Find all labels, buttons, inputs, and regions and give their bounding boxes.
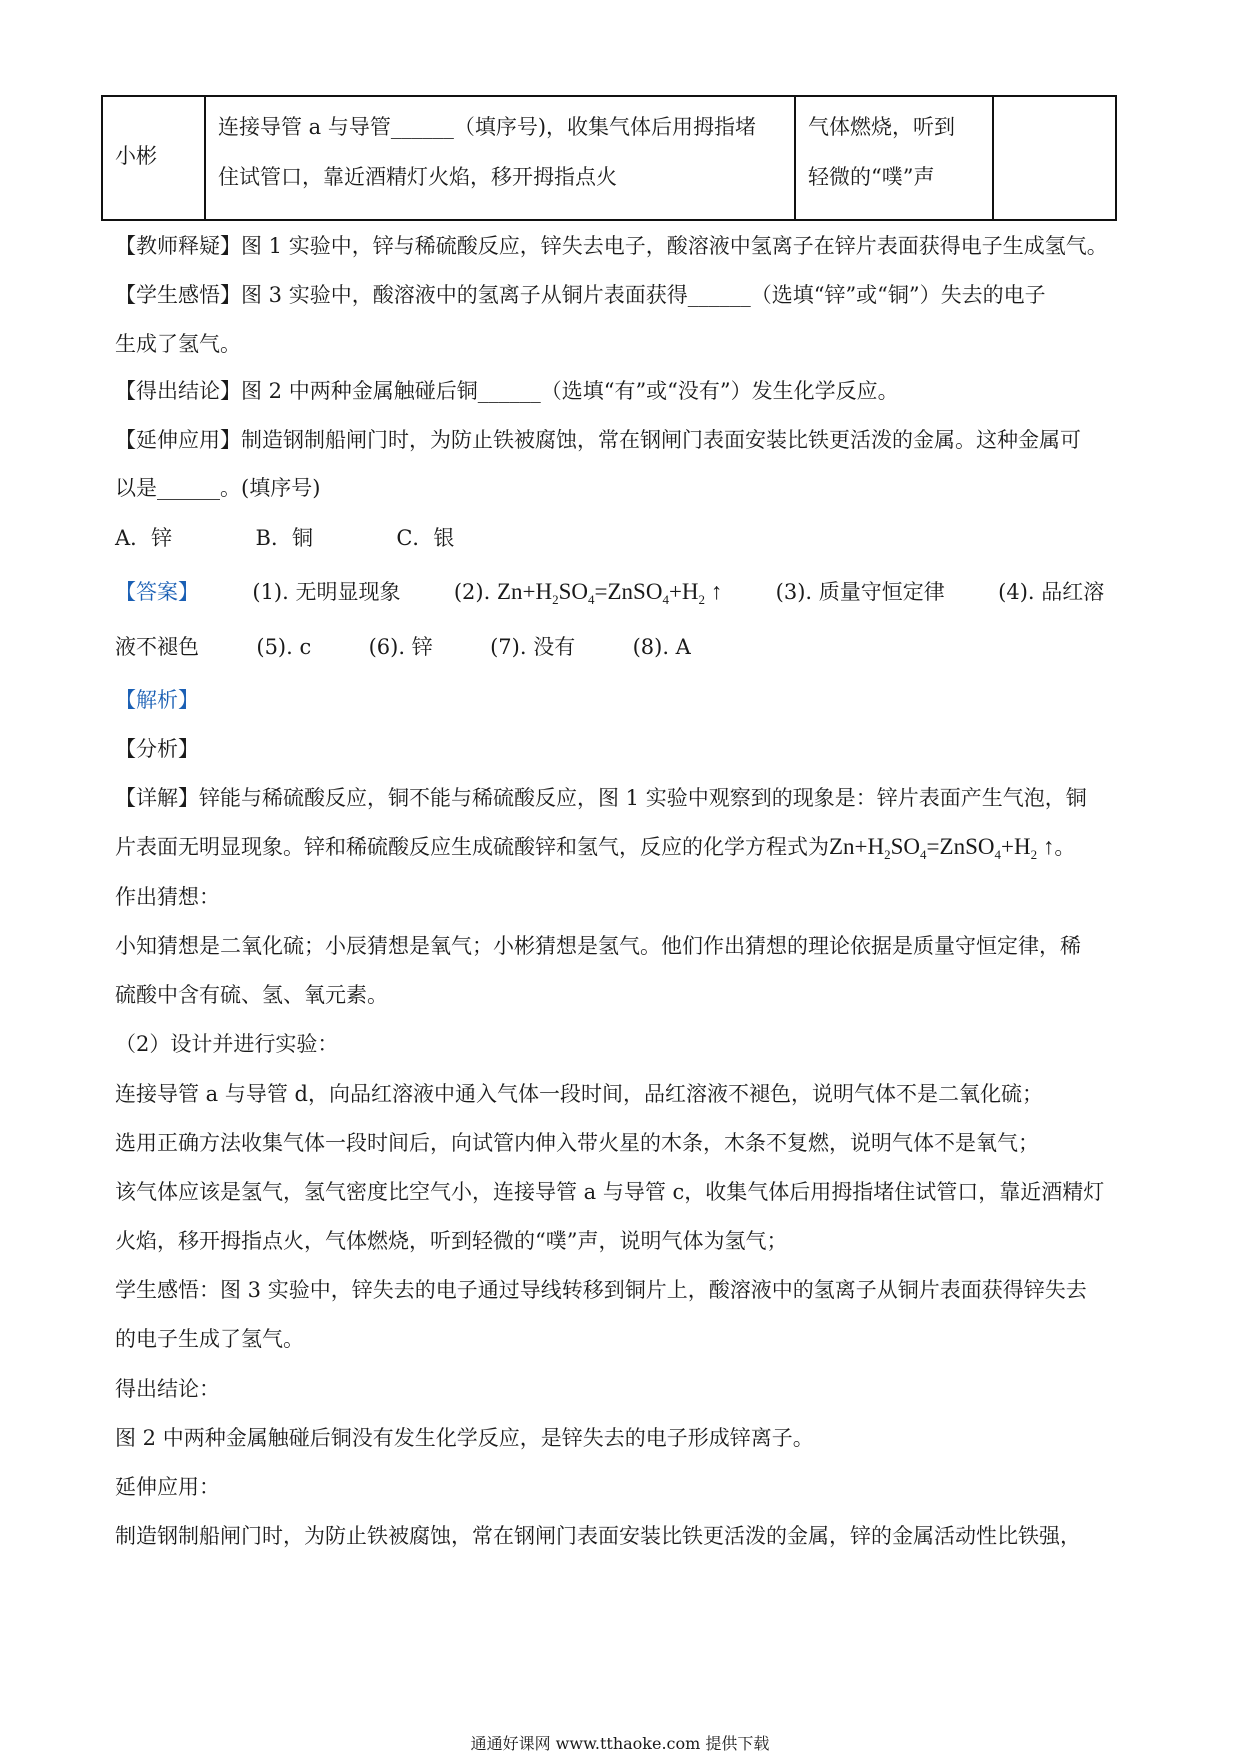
concl-title: 得出结论： <box>115 1377 220 1401</box>
answer-4: (4). 品红溶 <box>998 580 1105 604</box>
student-line-1: 【学生感悟】图 3 实验中，酸溶液中的氢离子从铜片表面获得______（选填“锌”或“铜”）失去的电子 <box>115 283 1046 307</box>
detail-line-1: 【详解】锌能与稀硫酸反应，铜不能与稀硫酸反应，图 1 实验中观察到的现象是：锌片表面产生气泡，铜 <box>115 786 1087 810</box>
design-title: （2）设计并进行实验： <box>115 1032 339 1056</box>
table-cell-conclusion <box>994 97 1115 219</box>
answer-3: (3). 质量守恒定律 <box>775 580 945 604</box>
answer-4-cont: 液不褪色 <box>115 635 199 659</box>
conclusion-line: 【得出结论】图 2 中两种金属触碰后铜______（选填“有”或“没有”）发生化学反应。 <box>115 379 899 403</box>
answer-2-formula: $Zn+H_2SO_4=ZnSO_4+H_2$ ↑ <box>496 579 723 607</box>
step-line-1: 连接导管 a 与导管______（填序号)，收集气体后用拇指堵 <box>218 115 757 139</box>
answer-row <box>115 578 1104 614</box>
design-line-4: 火焰，移开拇指点火，气体燃烧，听到轻微的“噗”声，说明气体为氢气； <box>115 1229 788 1253</box>
answer-8: (8). A <box>632 635 691 659</box>
feel-line-1: 学生感悟：图 3 实验中，锌失去的电子通过导线转移到铜片上，酸溶液中的氢离子从铜片表面获得锌失去 <box>115 1278 1087 1302</box>
table-cell-result <box>796 97 994 219</box>
fenxi-label: 【分析】 <box>115 737 199 761</box>
step-line-2: 住试管口，靠近酒精灯火焰，移开拇指点火 <box>218 165 617 189</box>
answer-2-num: (2). <box>453 580 491 604</box>
result-line-1: 气体燃烧，听到 <box>808 115 955 139</box>
options-row <box>115 524 454 552</box>
teacher-line: 【教师释疑】图 1 实验中，锌与稀硫酸反应，锌失去电子，酸溶液中氢离子在锌片表面获得电子生成氢气。 <box>115 234 1108 258</box>
extend-line-1: 【延伸应用】制造钢制船闸门时，为防止铁被腐蚀，常在钢闸门表面安装比铁更活泼的金属。这种金属可 <box>115 428 1081 452</box>
answer-row-2 <box>115 633 691 661</box>
answer-7: (7). 没有 <box>490 635 576 659</box>
concl-line-1: 图 2 中两种金属触碰后铜没有发生化学反应，是锌失去的电子形成锌离子。 <box>115 1426 814 1450</box>
result-line-2: 轻微的“噗”声 <box>808 165 935 189</box>
table-cell-steps <box>206 97 796 219</box>
design-line-1: 连接导管 a 与导管 d，向品红溶液中通入气体一段时间，品红溶液不褪色，说明气体不是二氧化硫； <box>115 1082 1043 1106</box>
answer-1: (1). 无明显现象 <box>252 580 401 604</box>
student-name: 小彬 <box>115 144 157 168</box>
answer-5: (5). c <box>256 635 312 659</box>
guess-line-1: 小知猜想是二氧化硫；小辰猜想是氧气；小彬猜想是氢气。他们作出猜想的理论依据是质量守恒定律，稀 <box>115 934 1081 958</box>
extend-line-2: 以是______。(填序号) <box>115 476 321 500</box>
feel-line-2: 的电子生成了氢气。 <box>115 1327 304 1351</box>
option-b: B．铜 <box>255 526 313 550</box>
design-line-2: 选用正确方法收集气体一段时间后，向试管内伸入带火星的木条，木条不复燃，说明气体不是氧气； <box>115 1131 1039 1155</box>
detail-line-2: 片表面无明显现象。锌和稀硫酸反应生成硫酸锌和氢气，反应的化学方程式为$Zn+H_2SO_4=ZnSO_4+H_2$ ↑。 <box>115 834 1076 862</box>
ext-title: 延伸应用： <box>115 1475 220 1499</box>
student-line-2: 生成了氢气。 <box>115 332 241 356</box>
table-cell-name <box>103 97 206 219</box>
option-a: A．锌 <box>115 526 173 550</box>
experiment-table <box>101 95 1117 221</box>
option-c: C．银 <box>396 526 455 550</box>
page-footer: 通通好课网 www.tthaoke.com 提供下载 <box>470 1734 770 1753</box>
design-line-3: 该气体应该是氢气，氢气密度比空气小，连接导管 a 与导管 c，收集气体后用拇指堵住试管口，靠近酒精灯 <box>115 1180 1105 1204</box>
guess-title: 作出猜想： <box>115 885 220 909</box>
detail-formula: $Zn+H_2SO_4=ZnSO_4+H_2$ ↑ <box>829 834 1055 862</box>
ext-line-1: 制造钢制船闸门时，为防止铁被腐蚀，常在钢闸门表面安装比铁更活泼的金属，锌的金属活动性比铁强， <box>115 1524 1081 1548</box>
guess-line-2: 硫酸中含有硫、氢、氧元素。 <box>115 983 388 1007</box>
analysis-label: 【解析】 <box>115 688 199 712</box>
answer-label: 【答案】 <box>115 580 199 604</box>
answer-6: (6). 锌 <box>368 635 433 659</box>
